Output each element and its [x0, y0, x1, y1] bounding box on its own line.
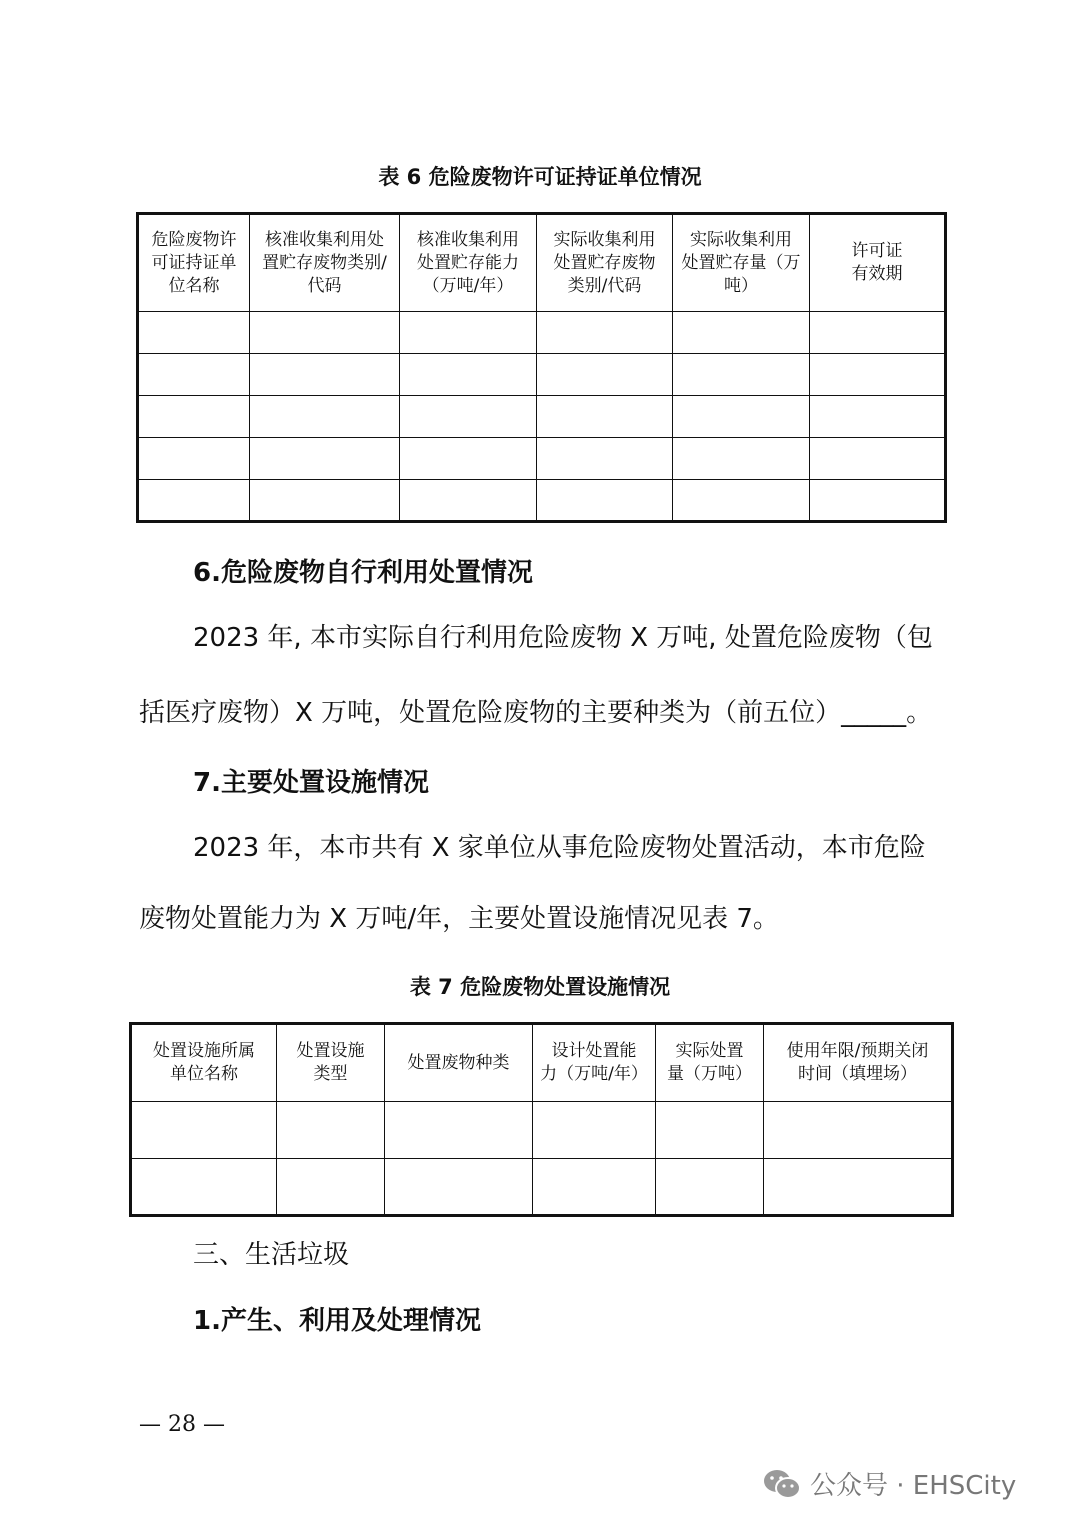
page-number: — 28 —	[139, 1412, 225, 1437]
table6-header-3-line-1: 核准收集利用	[417, 229, 519, 250]
table7-header-4-line-1: 设计处置能	[551, 1041, 637, 1061]
table-row	[138, 312, 946, 354]
table-cell	[400, 354, 537, 396]
table6	[136, 212, 947, 523]
table-cell	[537, 396, 673, 438]
table6-header-5	[673, 214, 810, 312]
table6-header-2-line-1: 核准收集利用处	[265, 229, 384, 250]
table-cell	[537, 312, 673, 354]
table-cell	[400, 312, 537, 354]
table-cell	[810, 354, 946, 396]
table-cell	[277, 1102, 385, 1159]
table6-header-2-line-3: 代码	[307, 275, 342, 296]
table-cell	[250, 312, 400, 354]
part3-title: 三、生活垃圾	[193, 1240, 350, 1270]
table7-header-1-line-2: 单位名称	[170, 1064, 238, 1084]
table-cell	[138, 480, 250, 522]
table-cell	[537, 438, 673, 480]
table-cell	[138, 438, 250, 480]
table6-header-6	[810, 214, 946, 312]
table-cell	[656, 1102, 764, 1159]
table-cell	[138, 312, 250, 354]
table-row	[138, 480, 946, 522]
table7-header-4-line-2: 力（万吨/年）	[540, 1064, 648, 1084]
table6-header-2-line-2: 置贮存废物类别/	[262, 252, 387, 273]
table6-header-6-line-2: 有效期	[851, 264, 903, 284]
table6-header-3-line-2: 处置贮存能力	[417, 252, 519, 273]
table-cell	[673, 438, 810, 480]
table-cell	[810, 396, 946, 438]
table7-header-3	[385, 1024, 533, 1102]
table7-header-1	[131, 1024, 277, 1102]
table-cell	[673, 354, 810, 396]
table7-header-2-line-2: 类型	[313, 1064, 348, 1084]
table-cell	[400, 396, 537, 438]
wechat-icon	[762, 1467, 802, 1501]
table7-header-6	[764, 1024, 953, 1102]
table7-caption: 表 7 危险废物处置设施情况	[409, 975, 671, 999]
table-cell	[250, 438, 400, 480]
section6-line-2: 括医疗废物）X 万吨，处置危险废物的主要种类为（前五位）_____。	[139, 698, 933, 728]
table7-header-2	[277, 1024, 385, 1102]
table7-header-5-line-1: 实际处置	[675, 1041, 744, 1061]
table7-header-3-line-1: 处置废物种类	[407, 1052, 510, 1073]
table7	[129, 1022, 954, 1217]
table-cell	[533, 1102, 656, 1159]
table7-header-2-line-1: 处置设施	[296, 1041, 365, 1061]
table-cell	[810, 312, 946, 354]
table7-header-4	[533, 1024, 656, 1102]
table-cell	[537, 480, 673, 522]
table7-header-1-line-1: 处置设施所属	[153, 1041, 255, 1061]
table7-header-5-line-2: 量（万吨）	[667, 1064, 752, 1084]
table-cell	[250, 480, 400, 522]
table7-header-6-line-2: 时间（填埋场）	[798, 1064, 917, 1084]
table-cell	[533, 1159, 656, 1216]
table6-header-3	[400, 214, 537, 312]
table7-header-6-line-1: 使用年限/预期关闭	[786, 1041, 929, 1061]
table-cell	[400, 438, 537, 480]
table6-header-6-line-1: 许可证	[851, 241, 903, 261]
table6-header-4	[537, 214, 673, 312]
table-cell	[400, 480, 537, 522]
table6-header-5-line-2: 处置贮存量（万	[681, 252, 801, 273]
table-cell	[385, 1102, 533, 1159]
table-cell	[673, 396, 810, 438]
table6-header-4-line-2: 处置贮存废物	[553, 252, 656, 273]
table7-header-5	[656, 1024, 764, 1102]
table6-header-1-line-2: 可证持证单	[151, 252, 237, 273]
watermark-text: 公众号 · EHSCity	[810, 1471, 1017, 1501]
table-cell	[250, 354, 400, 396]
table-cell	[385, 1159, 533, 1216]
table6-header-3-line-3: （万吨/年）	[422, 275, 514, 296]
table-cell	[673, 480, 810, 522]
table6-header-4-line-3: 类别/代码	[567, 275, 642, 296]
table-cell	[764, 1159, 953, 1216]
table-cell	[138, 396, 250, 438]
table6-header-2	[250, 214, 400, 312]
table-row	[131, 1159, 953, 1216]
table-cell	[537, 354, 673, 396]
table-cell	[810, 480, 946, 522]
table-row	[138, 354, 946, 396]
table6-header-5-line-1: 实际收集利用	[690, 229, 792, 250]
table-cell	[138, 354, 250, 396]
section7-line-1: 2023 年，本市共有 X 家单位从事危险废物处置活动，本市危险	[193, 833, 926, 863]
table-row	[138, 438, 946, 480]
table6-header-1-line-1: 危险废物许	[151, 229, 237, 250]
table-cell	[764, 1102, 953, 1159]
table-row	[131, 1102, 953, 1159]
table-cell	[810, 438, 946, 480]
table-cell	[131, 1159, 277, 1216]
table6-header-4-line-1: 实际收集利用	[553, 229, 656, 250]
table6-header-1-line-3: 位名称	[168, 275, 220, 296]
table6-header-5-line-3: 吨）	[724, 275, 758, 296]
table-row	[138, 396, 946, 438]
table6-header-1	[138, 214, 250, 312]
table-cell	[673, 312, 810, 354]
watermark	[762, 1465, 1016, 1502]
table-cell	[656, 1159, 764, 1216]
section7-heading: 7.主要处置设施情况	[193, 768, 429, 798]
table-cell	[250, 396, 400, 438]
section6-line-1: 2023 年, 本市实际自行利用危险废物 X 万吨, 处置危险废物（包	[193, 623, 933, 653]
section7-line-2: 废物处置能力为 X 万吨/年，主要处置设施情况见表 7。	[139, 904, 779, 934]
table6-caption: 表 6 危险废物许可证持证单位情况	[378, 165, 702, 189]
part3-heading: 1.产生、利用及处理情况	[193, 1306, 481, 1336]
table-cell	[131, 1102, 277, 1159]
table-cell	[277, 1159, 385, 1216]
section6-heading: 6.危险废物自行利用处置情况	[193, 558, 533, 588]
